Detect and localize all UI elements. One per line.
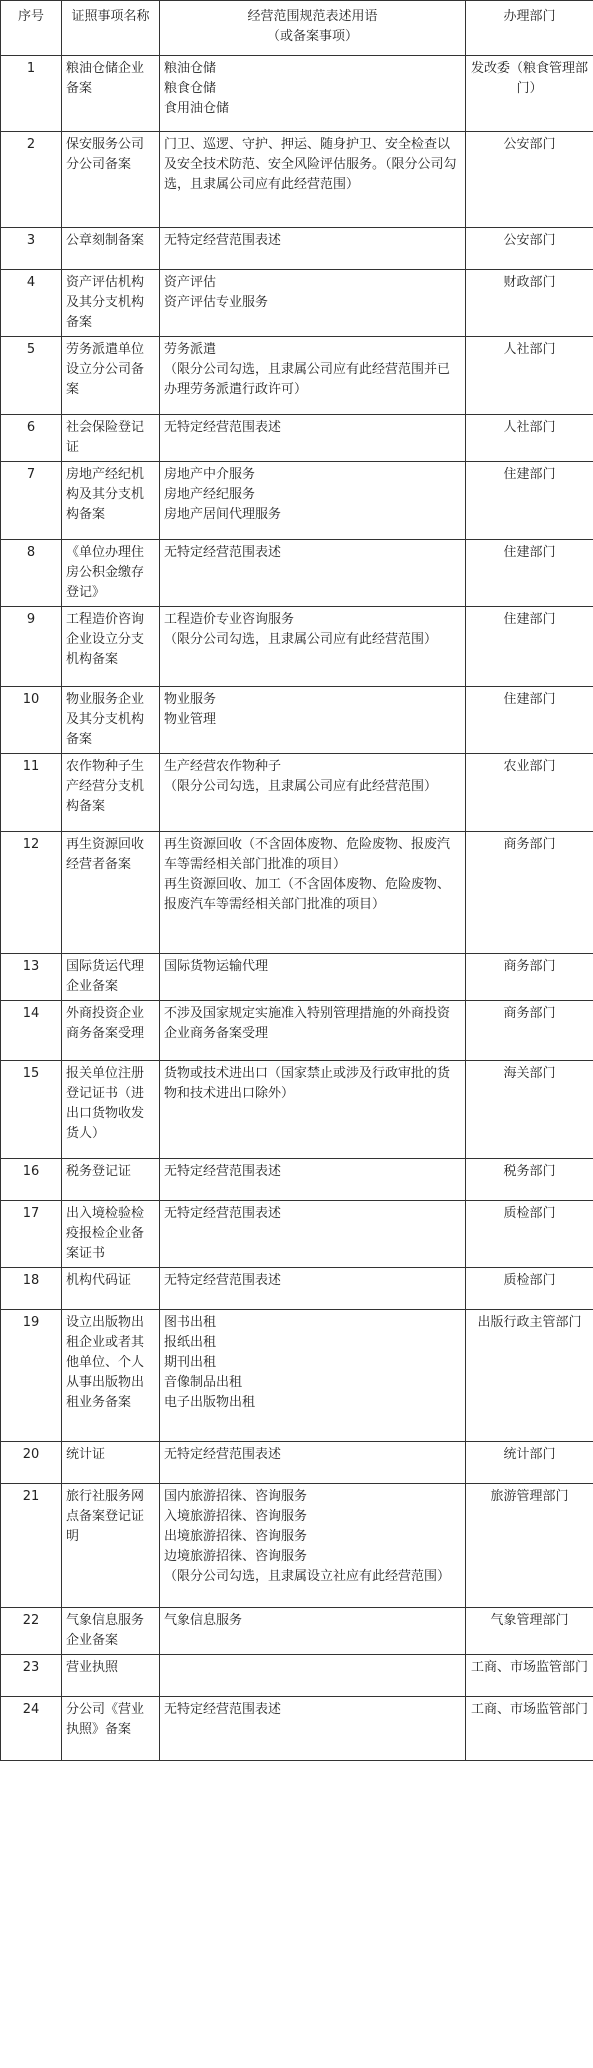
row-number: 4: [1, 270, 62, 337]
certificate-item: 物业服务企业及其分支机构备案: [62, 687, 160, 754]
certificate-item: 国际货运代理企业备案: [62, 954, 160, 1001]
row-number: 21: [1, 1484, 62, 1608]
certificate-item: 社会保险登记证: [62, 415, 160, 462]
certificate-item: 营业执照: [62, 1655, 160, 1697]
row-number: 5: [1, 337, 62, 415]
certificate-item: 外商投资企业商务备案受理: [62, 1001, 160, 1061]
business-scope: [160, 687, 466, 754]
certificate-item: 工程造价咨询企业设立分支机构备案: [62, 607, 160, 687]
table-row: [1, 1201, 593, 1268]
business-scope: [160, 1001, 466, 1061]
certificate-item: 房地产经纪机构及其分支机构备案: [62, 462, 160, 540]
scope-line: 物业服务: [164, 692, 217, 707]
row-number: 15: [1, 1061, 62, 1159]
table-row: [1, 56, 593, 132]
row-number: 11: [1, 754, 62, 832]
scope-line: 无特定经营范围表述: [164, 1447, 282, 1462]
row-number: 2: [1, 132, 62, 228]
certificate-item: 保安服务公司分公司备案: [62, 132, 160, 228]
handling-department: 住建部门: [466, 462, 593, 540]
table-row: [1, 754, 593, 832]
table-row: [1, 540, 593, 607]
certificate-item: 劳务派遣单位设立分公司备案: [62, 337, 160, 415]
row-number: 13: [1, 954, 62, 1001]
header-scope-line: （或备案事项）: [266, 29, 358, 44]
business-scope: [160, 1484, 466, 1608]
row-number: 6: [1, 415, 62, 462]
certificate-item: 旅行社服务网点备案登记证明: [62, 1484, 160, 1608]
handling-department: 住建部门: [466, 540, 593, 607]
table-row: [1, 1159, 593, 1201]
scope-line: 粮食仓储: [164, 81, 217, 96]
scope-line: 不涉及国家规定实施准入特别管理措施的外商投资企业商务备案受理: [164, 1006, 451, 1041]
table-row: [1, 687, 593, 754]
business-scope: [160, 1061, 466, 1159]
table-row: [1, 270, 593, 337]
row-number: 19: [1, 1310, 62, 1442]
scope-line: 门卫、巡逻、守护、押运、随身护卫、安全检查以及安全技术防范、安全风险评估服务。（限分公司勾选，且隶属公司应有此经营范围）: [164, 137, 457, 192]
scope-line: 再生资源回收、加工（不含固体废物、危险废物、报废汽车等需经相关部门批准的项目）: [164, 877, 451, 912]
business-scope: [160, 1268, 466, 1310]
business-scope: [160, 1159, 466, 1201]
scope-line: 无特定经营范围表述: [164, 1164, 282, 1179]
row-number: 18: [1, 1268, 62, 1310]
certificate-item: 税务登记证: [62, 1159, 160, 1201]
handling-department: 海关部门: [466, 1061, 593, 1159]
row-number: 23: [1, 1655, 62, 1697]
certificate-item: 公章刻制备案: [62, 228, 160, 270]
row-number: 7: [1, 462, 62, 540]
scope-line: 生产经营农作物种子: [164, 759, 282, 774]
business-scope: [160, 1310, 466, 1442]
table-row: [1, 462, 593, 540]
table-row: [1, 228, 593, 270]
scope-line: 无特定经营范围表述: [164, 1702, 282, 1717]
handling-department: 发改委（粮食管理部门）: [466, 56, 593, 132]
table-row: [1, 1061, 593, 1159]
certificate-item: 机构代码证: [62, 1268, 160, 1310]
business-scope: [160, 56, 466, 132]
handling-department: 工商、市场监管部门: [466, 1655, 593, 1697]
scope-line: 出境旅游招徕、咨询服务: [164, 1529, 308, 1544]
table-row: [1, 132, 593, 228]
row-number: 17: [1, 1201, 62, 1268]
handling-department: 农业部门: [466, 754, 593, 832]
header-dept: 办理部门: [466, 1, 593, 56]
scope-line: 再生资源回收（不含固体废物、危险废物、报废汽车等需经相关部门批准的项目）: [164, 837, 451, 872]
certificate-item: 设立出版物出租企业或者其他单位、个人从事出版物出租业务备案: [62, 1310, 160, 1442]
scope-line: （限分公司勾选，且隶属设立社应有此经营范围）: [164, 1569, 451, 1584]
table-row: [1, 1268, 593, 1310]
header-no: 序号: [1, 1, 62, 56]
scope-line: 无特定经营范围表述: [164, 420, 282, 435]
handling-department: 人社部门: [466, 337, 593, 415]
scope-line: （限分公司勾选，且隶属公司应有此经营范围并已办理劳务派遣行政许可）: [164, 362, 451, 397]
business-scope: [160, 228, 466, 270]
scope-line: （限分公司勾选，且隶属公司应有此经营范围）: [164, 779, 438, 794]
business-scope: [160, 954, 466, 1001]
scope-line: 资产评估: [164, 275, 217, 290]
handling-department: 商务部门: [466, 954, 593, 1001]
row-number: 3: [1, 228, 62, 270]
handling-department: 公安部门: [466, 132, 593, 228]
table-row: [1, 337, 593, 415]
handling-department: 商务部门: [466, 1001, 593, 1061]
certificate-item: 出入境检验检疫报检企业备案证书: [62, 1201, 160, 1268]
scope-line: 国内旅游招徕、咨询服务: [164, 1489, 308, 1504]
row-number: 10: [1, 687, 62, 754]
scope-line: 无特定经营范围表述: [164, 545, 282, 560]
business-scope: [160, 1608, 466, 1655]
row-number: 20: [1, 1442, 62, 1484]
handling-department: 人社部门: [466, 415, 593, 462]
scope-line: 房地产居间代理服务: [164, 507, 282, 522]
certificate-item: 统计证: [62, 1442, 160, 1484]
scope-line: 无特定经营范围表述: [164, 1273, 282, 1288]
table-row: [1, 1442, 593, 1484]
scope-line: 气象信息服务: [164, 1613, 243, 1628]
certificate-item: 《单位办理住房公积金缴存登记》: [62, 540, 160, 607]
table-row: [1, 832, 593, 954]
handling-department: 出版行政主管部门: [466, 1310, 593, 1442]
header-item: 证照事项名称: [62, 1, 160, 56]
scope-line: 货物或技术进出口（国家禁止或涉及行政审批的货物和技术进出口除外）: [164, 1066, 451, 1101]
handling-department: 气象管理部门: [466, 1608, 593, 1655]
business-scope: [160, 132, 466, 228]
scope-line: 工程造价专业咨询服务: [164, 612, 295, 627]
table-header-row: [1, 1, 593, 56]
row-number: 9: [1, 607, 62, 687]
business-scope: [160, 462, 466, 540]
scope-line: 粮油仓储: [164, 61, 217, 76]
handling-department: 质检部门: [466, 1268, 593, 1310]
row-number: 8: [1, 540, 62, 607]
scope-line: 边境旅游招徕、咨询服务: [164, 1549, 308, 1564]
row-number: 24: [1, 1697, 62, 1761]
scope-line: 音像制品出租: [164, 1375, 243, 1390]
row-number: 16: [1, 1159, 62, 1201]
business-scope: [160, 1201, 466, 1268]
certificate-item: 粮油仓储企业备案: [62, 56, 160, 132]
scope-line: 食用油仓储: [164, 101, 230, 116]
scope-line: 期刊出租: [164, 1355, 217, 1370]
business-scope: [160, 270, 466, 337]
handling-department: 税务部门: [466, 1159, 593, 1201]
scope-line: 劳务派遣: [164, 342, 217, 357]
handling-department: 住建部门: [466, 607, 593, 687]
table-row: [1, 1310, 593, 1442]
business-scope: [160, 607, 466, 687]
scope-line: 房地产中介服务: [164, 467, 256, 482]
business-scope: [160, 540, 466, 607]
business-scope: [160, 337, 466, 415]
business-scope: [160, 415, 466, 462]
row-number: 12: [1, 832, 62, 954]
table-row: [1, 1484, 593, 1608]
business-scope: [160, 754, 466, 832]
certificate-item: 再生资源回收经营者备案: [62, 832, 160, 954]
scope-line: 房地产经纪服务: [164, 487, 256, 502]
table-row: [1, 1697, 593, 1761]
certificate-item: 气象信息服务企业备案: [62, 1608, 160, 1655]
scope-line: （限分公司勾选，且隶属公司应有此经营范围）: [164, 632, 438, 647]
handling-department: 公安部门: [466, 228, 593, 270]
scope-line: 无特定经营范围表述: [164, 233, 282, 248]
business-scope: [160, 1442, 466, 1484]
table-row: [1, 607, 593, 687]
handling-department: 住建部门: [466, 687, 593, 754]
certificate-item: 资产评估机构及其分支机构备案: [62, 270, 160, 337]
scope-line: 报纸出租: [164, 1335, 217, 1350]
scope-line: 物业管理: [164, 712, 217, 727]
table-row: [1, 415, 593, 462]
scope-line: 图书出租: [164, 1315, 217, 1330]
handling-department: 商务部门: [466, 832, 593, 954]
handling-department: 质检部门: [466, 1201, 593, 1268]
row-number: 14: [1, 1001, 62, 1061]
scope-line: 电子出版物出租: [164, 1395, 256, 1410]
scope-line: 入境旅游招徕、咨询服务: [164, 1509, 308, 1524]
table-row: [1, 1608, 593, 1655]
business-scope: [160, 1655, 466, 1697]
scope-line: 无特定经营范围表述: [164, 1206, 282, 1221]
certificate-item: 分公司《营业执照》备案: [62, 1697, 160, 1761]
certificate-item: 农作物种子生产经营分支机构备案: [62, 754, 160, 832]
header-scope: [160, 1, 466, 56]
business-scope: [160, 1697, 466, 1761]
scope-line: 国际货物运输代理: [164, 959, 269, 974]
row-number: 22: [1, 1608, 62, 1655]
table-row: [1, 954, 593, 1001]
handling-department: 工商、市场监管部门: [466, 1697, 593, 1761]
scope-line: 资产评估专业服务: [164, 295, 269, 310]
header-scope-line: 经营范围规范表述用语: [247, 9, 378, 24]
table-row: [1, 1001, 593, 1061]
handling-department: 统计部门: [466, 1442, 593, 1484]
certificate-item: 报关单位注册登记证书（进出口货物收发货人）: [62, 1061, 160, 1159]
handling-department: 财政部门: [466, 270, 593, 337]
table-row: [1, 1655, 593, 1697]
business-scope: [160, 832, 466, 954]
handling-department: 旅游管理部门: [466, 1484, 593, 1608]
row-number: 1: [1, 56, 62, 132]
